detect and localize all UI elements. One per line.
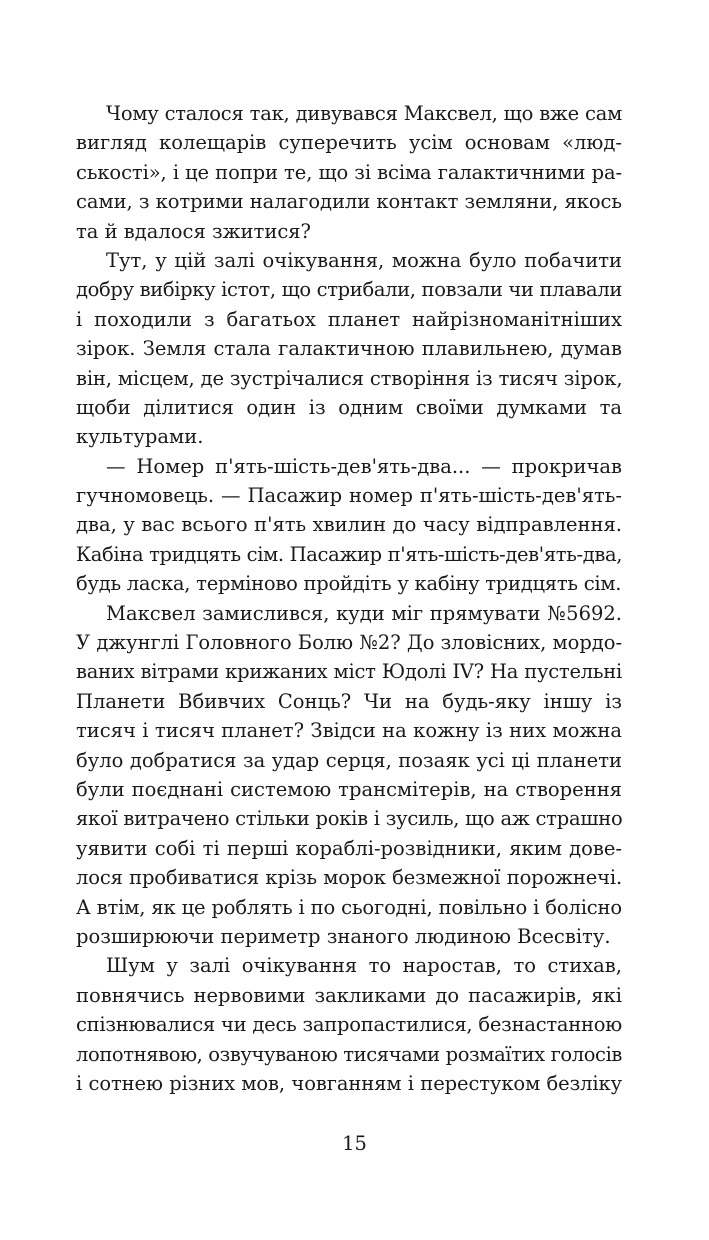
text-line: він, місцем, де зустрічалися створіння із тисяч зірок, — [76, 366, 623, 390]
text-line: А втім, як це роблять і по сьогодні, повільно і болісно — [76, 895, 622, 919]
text-line: були поєднані системою трансмітерів, на створення — [76, 777, 622, 801]
text-line: розширюючи периметр знаного людиною Всесвіту. — [76, 924, 611, 948]
text-line: повнячись нервовими закликами до пасажирів, які — [76, 983, 622, 1007]
text-line: будь ласка, терміново пройдіть у кабіну тридцять сім. — [76, 572, 622, 596]
book-page-text — [76, 99, 622, 1098]
page-number: 15 — [342, 1132, 367, 1155]
text-line: гучномовець. — Пасажир номер п'ять-шість-дев'ять- — [76, 484, 622, 508]
text-line: культурами. — [76, 425, 204, 449]
text-line: і сотнею різних мов, човганням і перестуком безліку — [76, 1071, 622, 1095]
text-line: ськості», і це попри те, що зі всіма галактичними ра- — [76, 160, 622, 184]
text-line: та й вдалося зжитися? — [76, 219, 311, 243]
text-line: сами, з котрими налагодили контакт земляни, якось — [76, 190, 622, 214]
paragraph — [76, 246, 622, 452]
text-line: якої витрачено стільки років і зусиль, що аж страшно — [76, 807, 623, 831]
paragraph — [76, 599, 622, 952]
text-line: Тут, у цій залі очікування, можна було побачити — [106, 248, 622, 272]
paragraph — [76, 99, 622, 246]
text-line: Чому сталося так, дивувався Максвел, що вже сам — [106, 102, 622, 125]
text-line: спізнювалися чи десь запропастилися, безнастанною — [76, 1013, 622, 1037]
text-line: вигляд колещарів суперечить усім основам «люд- — [76, 131, 622, 155]
text-line: лося пробиватися крізь морок безмежної порожнечі. — [76, 866, 622, 890]
text-line: щоби ділитися один із одним своїми думками та — [76, 395, 622, 419]
text-line: Максвел замислився, куди міг прямувати №5692. — [106, 601, 622, 625]
text-line: — Номер п'ять-шість-дев'ять-два... — прокричав — [106, 454, 622, 478]
text-line: два, у вас всього п'ять хвилин до часу відправлення. — [76, 513, 622, 537]
text-line: лопотнявою, озвучуваною тисячами розмаїтих голосів — [76, 1042, 622, 1066]
text-line: зірок. Земля стала галактичною плавильнею, думав — [76, 337, 622, 361]
text-line: уявити собі ті перші кораблі-розвідники, яким дове- — [76, 836, 622, 860]
text-line: добру вибірку істот, що стрибали, повзали чи плавали — [76, 278, 622, 302]
text-line: ваних вітрами крижаних міст Юдолі IV? На пустельні — [76, 660, 622, 684]
text-line: У джунглі Головного Болю №2? До зловісних, мордо- — [76, 631, 622, 655]
text-line: Шум у залі очікування то наростав, то стихав, — [106, 954, 622, 978]
text-line: було добратися за удар серця, позаяк усі ці планети — [76, 748, 622, 772]
text-line: Кабіна тридцять сім. Пасажир п'ять-шість-дев'ять-два, — [76, 542, 623, 566]
text-line: Планети Вбивчих Сонць? Чи на будь-яку іншу із — [76, 689, 622, 713]
text-line: і походили з багатьох планет найрізноманітніших — [76, 307, 622, 331]
text-line: тисяч і тисяч планет? Звідси на кожну із них можна — [76, 719, 622, 743]
paragraph — [76, 452, 622, 599]
paragraph — [76, 951, 622, 1098]
